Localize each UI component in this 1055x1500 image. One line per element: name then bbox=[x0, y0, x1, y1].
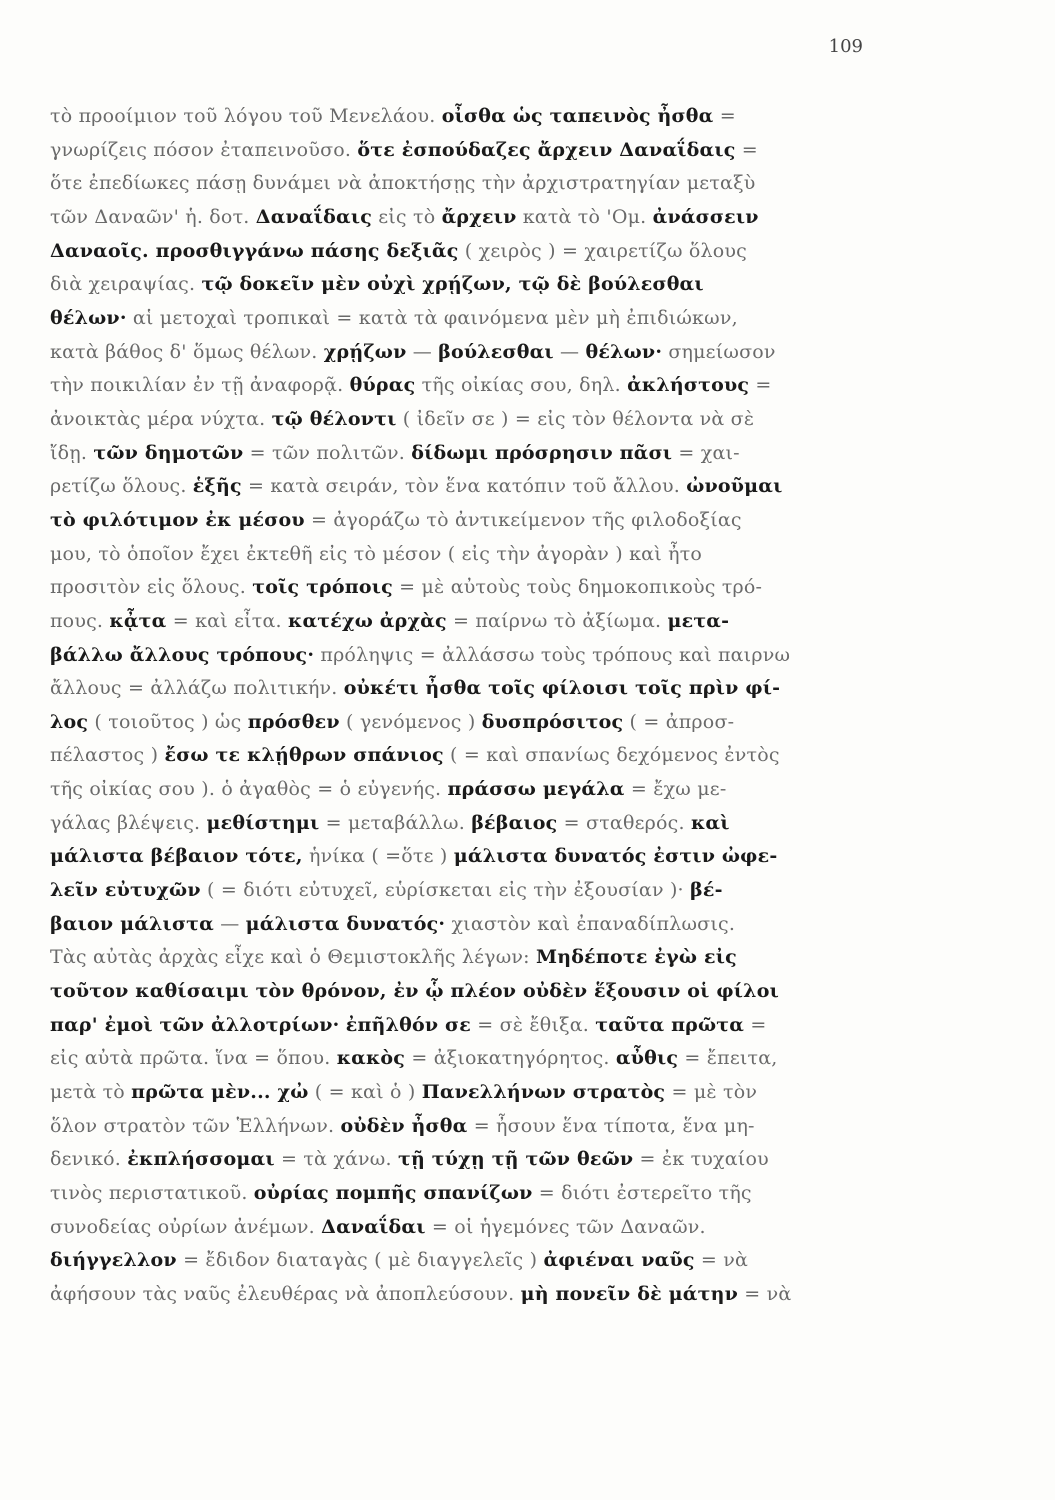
text-line bbox=[50, 470, 880, 504]
text-line bbox=[50, 706, 880, 740]
gloss-text: = ἀξιοκατηγόρητος. bbox=[405, 1047, 616, 1070]
gloss-text: ἄλλους = ἀλλάζω πολιτικήν. bbox=[50, 677, 344, 700]
text-line bbox=[50, 908, 880, 942]
text-line bbox=[50, 1110, 880, 1144]
lemma-text: μετα- bbox=[667, 609, 730, 632]
text-line bbox=[50, 504, 880, 538]
lemma-text: θέλων· bbox=[50, 306, 127, 329]
text-line bbox=[50, 1042, 880, 1076]
gloss-text: σημείωσον bbox=[662, 340, 776, 363]
text-line bbox=[50, 336, 880, 370]
lemma-text: αὖθις bbox=[615, 1047, 679, 1070]
lemma-text: ἔσω τε κλῄθρων σπάνιος bbox=[164, 744, 444, 767]
gloss-text: ( τοιοῦτος ) ὡς bbox=[88, 710, 248, 733]
lemma-text: Πανελλήνων στρατὸς bbox=[421, 1081, 666, 1104]
gloss-text: — bbox=[553, 340, 586, 363]
text-line bbox=[50, 1009, 880, 1043]
lemma-text: κακὸς bbox=[336, 1047, 406, 1070]
page-number: 109 bbox=[828, 36, 863, 57]
lemma-text: δίδωμι πρόσρησιν πᾶσι bbox=[411, 441, 673, 464]
gloss-text: πους. bbox=[50, 609, 110, 632]
text-line bbox=[50, 1211, 880, 1245]
text-line bbox=[50, 840, 880, 874]
gloss-text: μου, τὸ ὁποῖον ἔχει ἐκτεθῆ εἰς τὸ μέσον ( εἰς τὴν ἀγορὰν ) καὶ ἦτο bbox=[50, 542, 703, 565]
gloss-text: διὰ χειραψίας. bbox=[50, 273, 202, 296]
gloss-text: = κατὰ σειράν, τὸν ἕνα κατόπιν τοῦ ἄλλου. bbox=[241, 475, 687, 498]
gloss-text: ( = διότι εὐτυχεῖ, εὑρίσκεται εἰς τὴν ἐξουσίαν )· bbox=[200, 879, 691, 902]
lemma-text: μεθίστημι bbox=[206, 811, 320, 834]
lemma-text: ἀκλήστους bbox=[627, 374, 750, 397]
gloss-text: εἰς τὸ bbox=[371, 205, 442, 228]
lemma-text: πρῶτα μὲν... χὠ bbox=[131, 1081, 309, 1104]
lemma-text: πρόσθεν bbox=[247, 710, 340, 733]
text-line bbox=[50, 235, 880, 269]
gloss-text: — bbox=[213, 912, 246, 935]
lemma-text: ἐπῆλθόν σε bbox=[345, 1013, 471, 1036]
lemma-text: Δαναΐδαι bbox=[321, 1215, 426, 1238]
gloss-text: = οἱ ἡγεμόνες τῶν Δαναῶν. bbox=[425, 1215, 706, 1238]
lemma-text: ἑξῆς bbox=[192, 475, 242, 498]
lemma-text: τῷ θέλοντι bbox=[271, 407, 397, 430]
lemma-text: ἀφιέναι ναῦς bbox=[543, 1249, 695, 1272]
text-line bbox=[50, 167, 880, 201]
lemma-text: Μηδέποτε ἐγὼ εἰς bbox=[536, 946, 737, 969]
gloss-text: = παίρνω τὸ ἀξίωμα. bbox=[446, 609, 668, 632]
gloss-text: πρόληψις = ἀλλάσσω τοὺς τρόπους καὶ παιρνω bbox=[314, 643, 791, 666]
text-line bbox=[50, 1244, 880, 1278]
text-line bbox=[50, 941, 880, 975]
gloss-text: = bbox=[744, 1013, 767, 1036]
gloss-text: = μεταβάλλω. bbox=[319, 811, 472, 834]
gloss-text: γάλας βλέψεις. bbox=[50, 811, 207, 834]
lemma-text: ἀνάσσειν bbox=[652, 205, 759, 228]
text-line bbox=[50, 100, 880, 134]
gloss-text: τινὸς περιστατικοῦ. bbox=[50, 1182, 254, 1204]
gloss-text: = σταθερός. bbox=[557, 811, 691, 834]
text-line bbox=[50, 874, 880, 908]
lemma-text: βέβαιος bbox=[471, 811, 558, 834]
lemma-text: οὐδὲν ἦσθα bbox=[340, 1114, 468, 1137]
lemma-text: Δαναΐδαις bbox=[255, 205, 372, 228]
gloss-text: τὸ προοίμιον τοῦ λόγου τοῦ Μενελάου. bbox=[50, 105, 442, 127]
gloss-text: = μὲ τὸν bbox=[665, 1081, 758, 1104]
lemma-text: οἶσθα ὡς ταπεινὸς ἦσθα bbox=[441, 105, 714, 127]
text-line bbox=[50, 739, 880, 773]
lemma-text: λεῖν εὐτυχῶν bbox=[50, 879, 201, 902]
gloss-text: ἴδῃ. bbox=[50, 441, 94, 464]
gloss-text: κατὰ τὸ 'Ομ. bbox=[516, 205, 653, 228]
text-line bbox=[50, 773, 880, 807]
gloss-text: τὴν ποικιλίαν ἐν τῇ ἀναφορᾷ. bbox=[50, 374, 350, 397]
lemma-text: βαιον μάλιστα bbox=[50, 912, 214, 935]
lemma-text: τῶν δημοτῶν bbox=[93, 441, 244, 464]
text-line bbox=[50, 201, 880, 235]
gloss-text: πέλαστος ) bbox=[50, 744, 165, 767]
lemma-text: οὐκέτι ἦσθα τοῖς φίλοισι τοῖς πρὶν φί- bbox=[343, 677, 781, 700]
gloss-text: = ἦσουν ἕνα τίποτα, ἕνα μη- bbox=[467, 1114, 755, 1137]
lemma-text: τὸ φιλότιμον ἐκ μέσου bbox=[50, 508, 305, 531]
gloss-text: = ἐκ τυχαίου bbox=[633, 1148, 769, 1171]
text-line bbox=[50, 1177, 880, 1211]
text-line bbox=[50, 302, 880, 336]
gloss-text: ὅτε ἐπεδίωκες πάσῃ δυνάμει νὰ ἀποκτήσῃς τὴν ἀρχιστρατηγίαν μεταξὺ bbox=[50, 172, 756, 195]
text-line bbox=[50, 605, 880, 639]
gloss-text: τῆς οἰκίας σου, δηλ. bbox=[415, 374, 628, 397]
text-line bbox=[50, 538, 880, 572]
lemma-text: χρῄζων bbox=[323, 340, 407, 363]
gloss-text: = καὶ εἶτα. bbox=[166, 609, 288, 632]
text-line bbox=[50, 1143, 880, 1177]
gloss-text: γνωρίζεις πόσον ἐταπεινοῦσο. bbox=[50, 138, 358, 161]
gloss-text: κατὰ βάθος δ' ὅμως θέλων. bbox=[50, 340, 324, 363]
text-line bbox=[50, 672, 880, 706]
lemma-text: τοῖς τρόποις bbox=[252, 576, 393, 599]
lemma-text: μάλιστα δυνατός· bbox=[245, 912, 446, 935]
text-line bbox=[50, 807, 880, 841]
gloss-text: συνοδείας οὐρίων ἀνέμων. bbox=[50, 1215, 322, 1238]
lemma-text: δυσπρόσιτος bbox=[481, 710, 624, 733]
gloss-text: ἀνοικτὰς μέρα νύχτα. bbox=[50, 407, 272, 430]
gloss-text: = ἔπειτα, bbox=[678, 1047, 778, 1070]
lemma-text: παρ' ἐμοὶ τῶν ἀλλοτρίων· bbox=[50, 1013, 340, 1036]
lemma-text: ἐκπλήσσομαι bbox=[127, 1148, 275, 1171]
text-line bbox=[50, 134, 880, 168]
gloss-text: = ἔδιδον διαταγὰς ( μὲ διαγγελεῖς ) bbox=[176, 1249, 544, 1272]
text-line bbox=[50, 268, 880, 302]
gloss-text: ( = ἀπροσ- bbox=[623, 710, 735, 733]
gloss-text: ( = καὶ ὁ ) bbox=[308, 1081, 422, 1104]
lemma-text: διήγγελλον bbox=[50, 1249, 177, 1272]
text-line bbox=[50, 639, 880, 673]
lemma-text: μάλιστα βέβαιον τότε, bbox=[50, 845, 303, 868]
gloss-text: ἡνίκα ( =ὅτε ) bbox=[302, 845, 454, 868]
gloss-text: = σὲ ἔθιξα. bbox=[471, 1013, 596, 1036]
gloss-text: = bbox=[713, 105, 736, 127]
lemma-text: οὐρίας πομπῆς σπανίζων bbox=[253, 1182, 533, 1204]
lemma-text: μὴ πονεῖν δὲ μάτην bbox=[520, 1282, 738, 1305]
lemma-text: ἄρχειν bbox=[441, 205, 517, 228]
lemma-text: τοῦτον καθίσαιμι τὸν θρόνον, ἐν ᾧ πλέον οὐδὲν ἕξουσιν οἱ φίλοι bbox=[50, 980, 779, 1003]
gloss-text: = τῶν πολιτῶν. bbox=[243, 441, 412, 464]
lemma-text: βούλεσθαι bbox=[438, 340, 554, 363]
gloss-text: = χαι- bbox=[672, 441, 740, 464]
lemma-text: ὠνοῦμαι bbox=[686, 475, 783, 498]
lemma-text: πράσσω μεγάλα bbox=[447, 778, 625, 801]
lemma-text: κατέχω ἀρχὰς bbox=[288, 609, 447, 632]
text-line bbox=[50, 437, 880, 471]
gloss-text: εἰς αὐτὰ πρῶτα. ἵνα = ὅπου. bbox=[50, 1047, 337, 1070]
gloss-text: — bbox=[406, 340, 439, 363]
lemma-text: θύρας bbox=[349, 374, 416, 397]
lemma-text: καὶ bbox=[690, 811, 730, 834]
lemma-text: θέλων· bbox=[585, 340, 663, 363]
gloss-text: ( γενόμενος ) bbox=[339, 710, 482, 733]
gloss-text: χιαστὸν καὶ ἐπαναδίπλωσις. bbox=[445, 912, 736, 935]
text-line bbox=[50, 975, 880, 1009]
lemma-text: μάλιστα δυνατός ἐστιν ὠφε- bbox=[453, 845, 778, 868]
gloss-text: τῆς οἰκίας σου ). ὁ ἀγαθὸς = ὁ εὐγενής. bbox=[50, 778, 448, 801]
gloss-text: δενικό. bbox=[50, 1148, 128, 1171]
text-line bbox=[50, 403, 880, 437]
gloss-text: = ἀγοράζω τὸ ἀντικείμενον τῆς φιλοδοξίας bbox=[304, 508, 742, 531]
text-line bbox=[50, 1076, 880, 1110]
gloss-text: = bbox=[735, 138, 758, 161]
gloss-text: = bbox=[749, 374, 772, 397]
gloss-text: ( χειρὸς ) = χαιρετίζω ὅλους bbox=[458, 239, 748, 262]
lemma-text: τῷ δοκεῖν μὲν οὐχὶ χρῄζων, τῷ δὲ βούλεσθαι bbox=[201, 273, 704, 296]
lemma-text: βέ- bbox=[690, 879, 723, 902]
gloss-text: ρετίζω ὅλους. bbox=[50, 475, 193, 498]
lemma-text: τῇ τύχῃ τῇ τῶν θεῶν bbox=[397, 1148, 634, 1171]
gloss-text: ἀφήσουν τὰς ναῦς ἐλευθέρας νὰ ἀποπλεύσουν. bbox=[50, 1282, 521, 1305]
gloss-text: ( ἰδεῖν σε ) = εἰς τὸν θέλοντα νὰ σὲ bbox=[396, 407, 755, 430]
gloss-text: προσιτὸν εἰς ὅλους. bbox=[50, 576, 253, 599]
lemma-text: ταῦτα πρῶτα bbox=[595, 1013, 745, 1036]
gloss-text: = διότι ἐστερεῖτο τῆς bbox=[532, 1182, 752, 1204]
gloss-text: = ἔχω με- bbox=[624, 778, 727, 801]
lemma-text: βάλλω ἄλλους τρόπους· bbox=[50, 643, 315, 666]
gloss-text: = νὰ bbox=[737, 1282, 792, 1305]
lemma-text: κᾆτα bbox=[109, 609, 167, 632]
lemma-text: ὅτε ἐσπούδαζες ἄρχειν Δαναΐδαις bbox=[357, 138, 736, 161]
gloss-text: = τὰ χάνω. bbox=[274, 1148, 398, 1171]
gloss-text: Τὰς αὐτὰς ἀρχὰς εἶχε καὶ ὁ Θεμιστοκλῆς λέγων: bbox=[50, 946, 537, 969]
lemma-text: Δαναοῖς. προσθιγγάνω πάσης δεξιᾶς bbox=[50, 239, 459, 262]
gloss-text: μετὰ τὸ bbox=[50, 1081, 132, 1104]
text-line bbox=[50, 369, 880, 403]
gloss-text: = νὰ bbox=[694, 1249, 749, 1272]
gloss-text: ὅλον στρατὸν τῶν Ἑλλήνων. bbox=[50, 1114, 341, 1137]
text-line bbox=[50, 571, 880, 605]
gloss-text: ( = καὶ σπανίως δεχόμενος ἐντὸς bbox=[443, 744, 780, 767]
commentary-text bbox=[50, 100, 880, 1312]
gloss-text: αἱ μετοχαὶ τροπικαὶ = κατὰ τὰ φαινόμενα μὲν μὴ ἐπιδιώκων, bbox=[126, 306, 738, 329]
gloss-text: τῶν Δαναῶν' ἡ. δοτ. bbox=[50, 205, 256, 228]
text-line bbox=[50, 1278, 880, 1312]
lemma-text: λος bbox=[50, 710, 89, 733]
gloss-text: = μὲ αὐτοὺς τοὺς δημοκοπικοὺς τρό- bbox=[392, 576, 763, 599]
